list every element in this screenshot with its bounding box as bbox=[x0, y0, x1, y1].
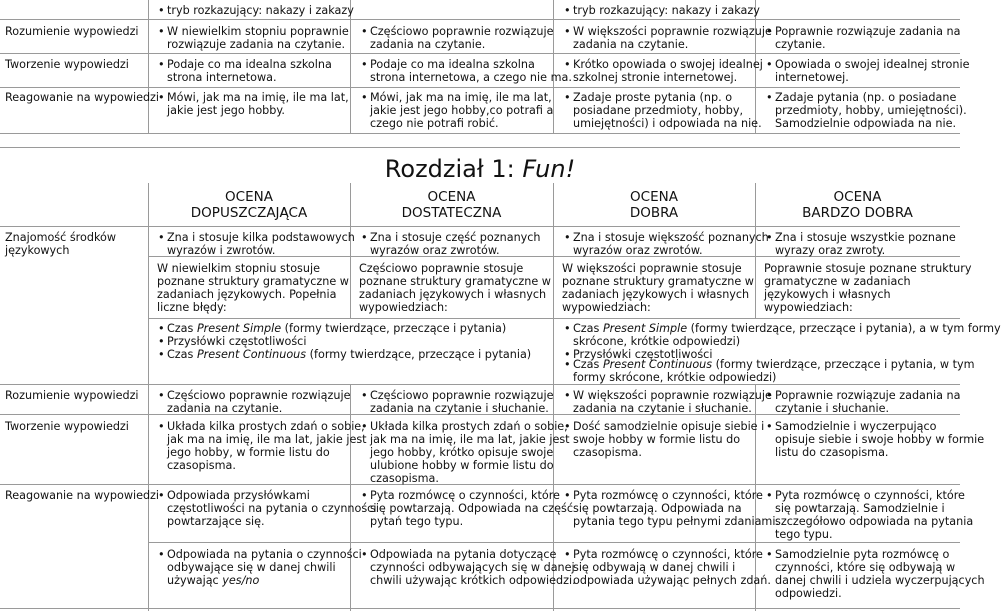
top-row-label: Tworzenie wypowiedzi bbox=[5, 58, 129, 71]
top-mode-right: • tryb rozkazujący: nakazy i zakazy bbox=[573, 4, 760, 17]
tworzenie-cell: • Dość samodzielnie opisuje siebie i swoje hobby w formie listu do czasopisma. bbox=[573, 420, 764, 459]
rozumienie-cell: • W większości poprawnie rozwiązuje zadania na czytanie i słuchanie. bbox=[573, 389, 772, 415]
reagowanie-cell: • Odpowiada na pytania dotyczące czynności odbywających się w danej chwili używając krótkich odpowiedzi. bbox=[370, 548, 576, 587]
top-cell: • Opowiada o swojej idealnej stronie internetowej. bbox=[775, 58, 969, 84]
grammar-cell: Częściowo poprawnie stosuje poznane struktury gramatyczne w zadaniach językowych i własnych wypowiedziach: bbox=[359, 262, 551, 314]
reagowanie-cell: • Pyta rozmówcę o czynności, które się powtarzają. Samodzielnie i szczegółowo odpowiada na pytania tego typu. bbox=[775, 489, 973, 541]
top-row-line-2 bbox=[0, 87, 960, 88]
chapter-title: Rozdział 1: Fun! bbox=[384, 155, 576, 183]
structure-item: • Przysłówki częstotliwości bbox=[167, 335, 306, 348]
reagowanie-cell: • Pyta rozmówcę o czynności, które się powtarzają. Odpowiada na część pytań tego typu. bbox=[370, 489, 573, 528]
vocab-cell: • Zna i stosuje kilka podstawowych wyrazów i zwrotów. bbox=[167, 231, 355, 257]
structure-item: • Czas Present Simple (formy twierdzące, przeczące i pytania), a w tym formy skrócone, krótkie odpowiedzi) bbox=[573, 322, 1001, 348]
top-row-line-0 bbox=[0, 19, 960, 20]
main-row-line-c bbox=[148, 318, 960, 319]
grammar-cell: W większości poprawnie stosuje poznane struktury gramatyczne w zadaniach językowych i własnych wypowiedziach: bbox=[562, 262, 754, 314]
grade-header-dopuszczajaca: OCENA DOPUSZCZAJĄCA bbox=[190, 189, 308, 221]
top-cell: • Krótko opowiada o swojej idealnej szkolnej stronie internetowej. bbox=[573, 58, 763, 84]
top-row-line-3 bbox=[0, 133, 960, 134]
reagowanie-cell: • Samodzielnie pyta rozmówcę o czynności, które się odbywają w danej chwili i udziela wyczerpujących odpowiedzi. bbox=[775, 548, 985, 600]
top-cell: • Częściowo poprawnie rozwiązuje zadania na czytanie. bbox=[370, 25, 553, 51]
top-cell: • Podaje co ma idealna szkolna strona internetowa. bbox=[167, 58, 332, 84]
reagowanie-cell: • Pyta rozmówcę o czynności, które się powtarzają. Odpowiada na pytania tego typu pełnymi zdaniami. bbox=[573, 489, 779, 528]
grade-header-dostateczna: OCENA DOSTATECZNA bbox=[401, 189, 502, 221]
top-row-label: Reagowanie na wypowiedzi bbox=[5, 91, 160, 104]
tworzenie-cell: • Układa kilka prostych zdań o sobie, jak ma na imię, ile ma lat, jakie jest jego hobby, w formie listu do czasopisma. bbox=[167, 420, 367, 472]
grammar-cell: Poprawnie stosuje poznane struktury gramatyczne w zadaniach językowych i własnych wypowiedziach: bbox=[764, 262, 972, 314]
rozumienie-cell: • Częściowo poprawnie rozwiązuje zadania na czytanie. bbox=[167, 389, 350, 415]
structure-item: • Czas Present Simple (formy twierdzące, przeczące i pytania) bbox=[167, 322, 506, 335]
top-cell: • Mówi, jak ma na imię, ile ma lat, jakie jest jego hobby. bbox=[167, 91, 349, 117]
grade-header-bardzo-dobra: OCENA BARDZO DOBRA bbox=[802, 189, 913, 221]
main-row-line-d bbox=[0, 384, 960, 385]
tworzenie-cell: • Samodzielnie i wyczerpująco opisuje siebie i swoje hobby w formie listu do czasopisma. bbox=[775, 420, 984, 459]
top-cell: • Zadaje pytania (np. o posiadane przedmioty, hobby, umiejętności). Samodzielnie odpowiada na nie. bbox=[775, 91, 967, 130]
main-divider-1 bbox=[148, 183, 149, 611]
main-row-line-g bbox=[148, 542, 960, 543]
row-label-rozumienie: Rozumienie wypowiedzi bbox=[5, 389, 139, 402]
reagowanie-cell: • Odpowiada przysłówkami częstotliwości na pytania o czynności powtarzające się. bbox=[167, 489, 376, 528]
top-row-label: Rozumienie wypowiedzi bbox=[5, 25, 139, 38]
vocab-cell: • Zna i stosuje wszystkie poznane wyrazy oraz zwroty. bbox=[775, 231, 956, 257]
structure-item: • Czas Present Continuous (formy twierdzące, przeczące i pytania) bbox=[167, 348, 531, 361]
reagowanie-cell: • Pyta rozmówcę o czynności, które się odbywają w danej chwili i odpowiada używając pełnych zdań. bbox=[573, 548, 771, 587]
top-cell: • W większości poprawnie rozwiązuje zadania na czytanie. bbox=[573, 25, 772, 51]
top-cell: • Mówi, jak ma na imię, ile ma lat, jakie jest jego hobby,co potrafi a czego nie potrafi robić. bbox=[370, 91, 553, 130]
tworzenie-cell: • Układa kilka prostych zdań o sobie, jak ma na imię, ile ma lat, jakie jest jego hobby, krótko opisuje swoje ulubione hobby w formie listu do czasopisma. bbox=[370, 420, 570, 485]
structure-item: • Czas Present Continuous (formy twierdzące, przeczące i pytania, w tym formy skrócone, krótkie odpowiedzi) bbox=[573, 358, 975, 384]
main-bottom-line bbox=[0, 608, 960, 609]
rozumienie-cell: • Poprawnie rozwiązuje zadania na czytanie i słuchanie. bbox=[775, 389, 960, 415]
row-label-tworzenie: Tworzenie wypowiedzi bbox=[5, 420, 129, 433]
top-cell: • Podaje co ma idealna szkolna strona internetowa, a czego nie ma. bbox=[370, 58, 572, 84]
top-row-line-1 bbox=[0, 53, 960, 54]
structure-item: • Przysłówki częstotliwości bbox=[573, 348, 712, 361]
rozumienie-cell: • Częściowo poprawnie rozwiązuje zadania na czytanie i słuchanie. bbox=[370, 389, 553, 415]
vocab-cell: • Zna i stosuje część poznanych wyrazów oraz zwrotów. bbox=[370, 231, 541, 257]
top-mode-left: • tryb rozkazujący: nakazy i zakazy bbox=[167, 4, 354, 17]
vocab-cell: • Zna i stosuje większość poznanych wyrazów oraz zwrotów. bbox=[573, 231, 769, 257]
reagowanie-cell: • Odpowiada na pytania o czynności odbywające się w danej chwili używając yes/no bbox=[167, 548, 362, 587]
main-row-line-a bbox=[0, 226, 960, 227]
top-cell: • W niewielkim stopniu poprawnie rozwiązuje zadania na czytanie. bbox=[167, 25, 349, 51]
top-cell: • Zadaje proste pytania (np. o posiadane przedmioty, hobby, umiejętności) i odpowiada na nie. bbox=[573, 91, 762, 130]
row-label-reagowanie: Reagowanie na wypowiedzi bbox=[5, 489, 160, 502]
grade-header-dobra: OCENA DOBRA bbox=[629, 189, 679, 221]
grammar-cell: W niewielkim stopniu stosuje poznane struktury gramatyczne w zadaniach językowych. Popełnia liczne błędy: bbox=[157, 262, 349, 314]
top-cell: • Poprawnie rozwiązuje zadania na czytanie. bbox=[775, 25, 960, 51]
row-label-srodki: Znajomość środków językowych bbox=[5, 231, 117, 257]
main-top-line bbox=[0, 147, 960, 148]
